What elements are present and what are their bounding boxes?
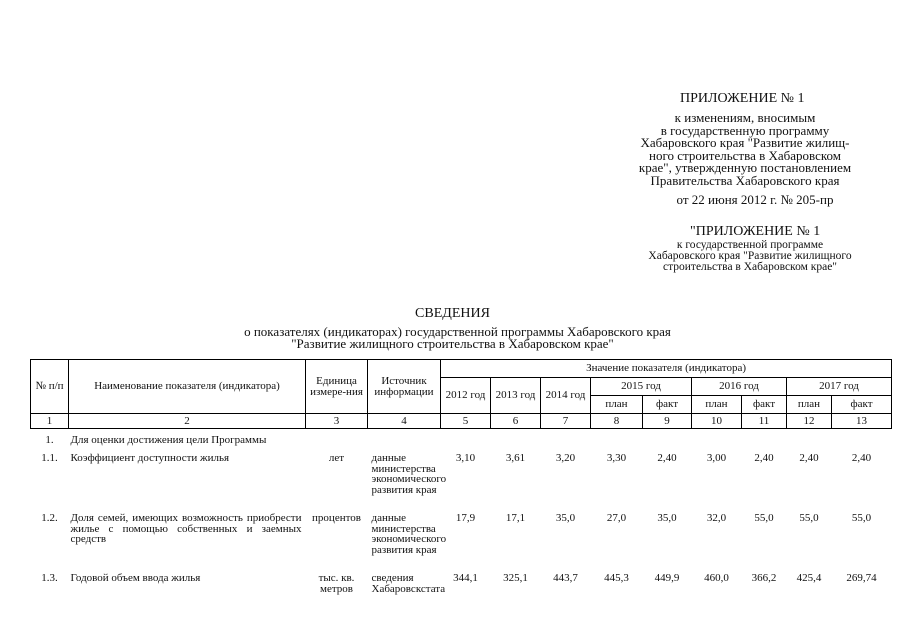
column-number: 8 [591, 414, 643, 429]
row-name: Доля семей, имеющих возможность приобрести жилье с помощью собственных и заемных средств [70, 512, 302, 545]
appendix2-line: к государственной программе [676, 239, 824, 251]
section-num: 1. [45, 434, 54, 446]
value-2014: 443,7 [553, 572, 578, 584]
value-2016-plan: 3,00 [706, 452, 727, 464]
document-subtitle-line: "Развитие жилищного строительства в Хабаровском крае" [291, 336, 614, 351]
header-plan: план [591, 396, 643, 414]
column-number: 3 [306, 414, 368, 429]
row-source: данные министерства экономического развития края [371, 512, 447, 556]
header-fact: факт [832, 396, 892, 414]
appendix1-line: Правительства Хабаровского края [650, 172, 840, 188]
value-2014: 3,20 [555, 452, 576, 464]
document-title: СВЕДЕНИЯ [415, 306, 490, 321]
column-number: 11 [742, 414, 787, 429]
value-2017-plan: 2,40 [799, 452, 819, 464]
header-year-2017: 2017 год [787, 378, 892, 396]
table-row [31, 513, 892, 573]
header-source: Источник информации [368, 360, 441, 414]
column-number: 9 [643, 414, 692, 429]
section-row [31, 435, 892, 453]
value-2013: 3,61 [505, 452, 526, 464]
header-name: Наименование показателя (индикатора) [69, 360, 306, 414]
column-number: 13 [832, 414, 892, 429]
appendix1-title: ПРИЛОЖЕНИЕ № 1 [680, 91, 805, 106]
row-unit: лет [328, 452, 345, 464]
value-2015-fact: 449,9 [654, 572, 680, 584]
header-num: № п/п [31, 360, 69, 414]
value-2012: 3,10 [455, 452, 476, 464]
appendix1-line: крае", утвержденную постановлением [638, 160, 852, 175]
value-2013: 17,1 [505, 512, 526, 524]
column-number: 2 [69, 414, 306, 429]
header-year-2014: 2014 год [541, 378, 591, 414]
header-fact: факт [742, 396, 787, 414]
header-year-2015: 2015 год [591, 378, 692, 396]
value-2015-plan: 3,30 [606, 452, 627, 464]
row-unit: процентов [312, 512, 361, 524]
value-2014: 35,0 [555, 512, 576, 524]
value-2016-fact: 55,0 [754, 512, 774, 524]
value-2012: 17,9 [455, 512, 476, 524]
row-source: данные министерства экономического развития края [371, 452, 447, 496]
column-number: 10 [692, 414, 742, 429]
header-value-group: Значение показателя (индикатора) [441, 360, 892, 378]
row-num: 1.2. [41, 512, 58, 524]
value-2015-plan: 27,0 [606, 512, 627, 524]
appendix2-line: строительства в Хабаровском крае" [663, 261, 837, 273]
header-year-2013: 2013 год [491, 378, 541, 414]
value-2017-plan: 55,0 [799, 512, 819, 524]
column-number: 5 [441, 414, 491, 429]
value-2017-fact: 55,0 [851, 512, 872, 524]
header-plan: план [787, 396, 832, 414]
appendix1-text [620, 112, 870, 187]
value-2015-fact: 2,40 [657, 452, 677, 464]
value-2017-plan: 425,4 [796, 572, 822, 584]
section-name: Для оценки достижения цели Программы [70, 434, 267, 446]
row-name: Годовой объем ввода жилья [70, 572, 201, 584]
appendix2-title: "ПРИЛОЖЕНИЕ № 1 [690, 224, 821, 239]
appendix1-line: к изменениям, вносимым [674, 110, 816, 125]
value-2016-plan: 460,0 [704, 572, 729, 584]
appendix2-text [640, 240, 860, 273]
header-unit: Единица измере-ния [306, 360, 368, 414]
column-number: 4 [368, 414, 441, 429]
column-number: 1 [31, 414, 69, 429]
value-2015-plan: 445,3 [604, 572, 629, 584]
appendix2-line: Хабаровского края "Развитие жилищного [648, 250, 852, 262]
column-number: 7 [541, 414, 591, 429]
row-unit: тыс. кв. метров [318, 572, 355, 595]
document-subtitle-line: о показателях (индикаторах) государственной программы Хабаровского края [244, 324, 671, 339]
row-num: 1.3. [41, 572, 58, 584]
appendix1-line: Хабаровского края "Развитие жилищ- [640, 135, 850, 150]
value-2012: 344,1 [453, 572, 478, 584]
appendix1-date: от 22 июня 2012 г. № 205-пр [676, 192, 834, 207]
appendix1-line: в государственную программу [660, 122, 830, 138]
header-fact: факт [643, 396, 692, 414]
header-plan: план [692, 396, 742, 414]
document-subtitle [0, 326, 905, 350]
column-number: 12 [787, 414, 832, 429]
indicators-table [30, 359, 892, 613]
header-year-2016: 2016 год [692, 378, 787, 396]
table-row [31, 453, 892, 513]
value-2013: 325,1 [503, 572, 528, 584]
value-2016-fact: 2,40 [754, 452, 774, 464]
row-num: 1.1. [41, 452, 58, 464]
row-name: Коэффициент доступности жилья [70, 452, 230, 464]
value-2017-fact: 269,74 [846, 572, 877, 584]
value-2017-fact: 2,40 [851, 452, 872, 464]
appendix1-line: ного строительства в Хабаровском [649, 147, 841, 163]
column-number: 6 [491, 414, 541, 429]
header-year-2012: 2012 год [441, 378, 491, 414]
table-row [31, 573, 892, 613]
value-2015-fact: 35,0 [657, 512, 677, 524]
value-2016-fact: 366,2 [751, 572, 777, 584]
row-source: сведения Хабаровскстата [371, 572, 446, 595]
value-2016-plan: 32,0 [706, 512, 727, 524]
